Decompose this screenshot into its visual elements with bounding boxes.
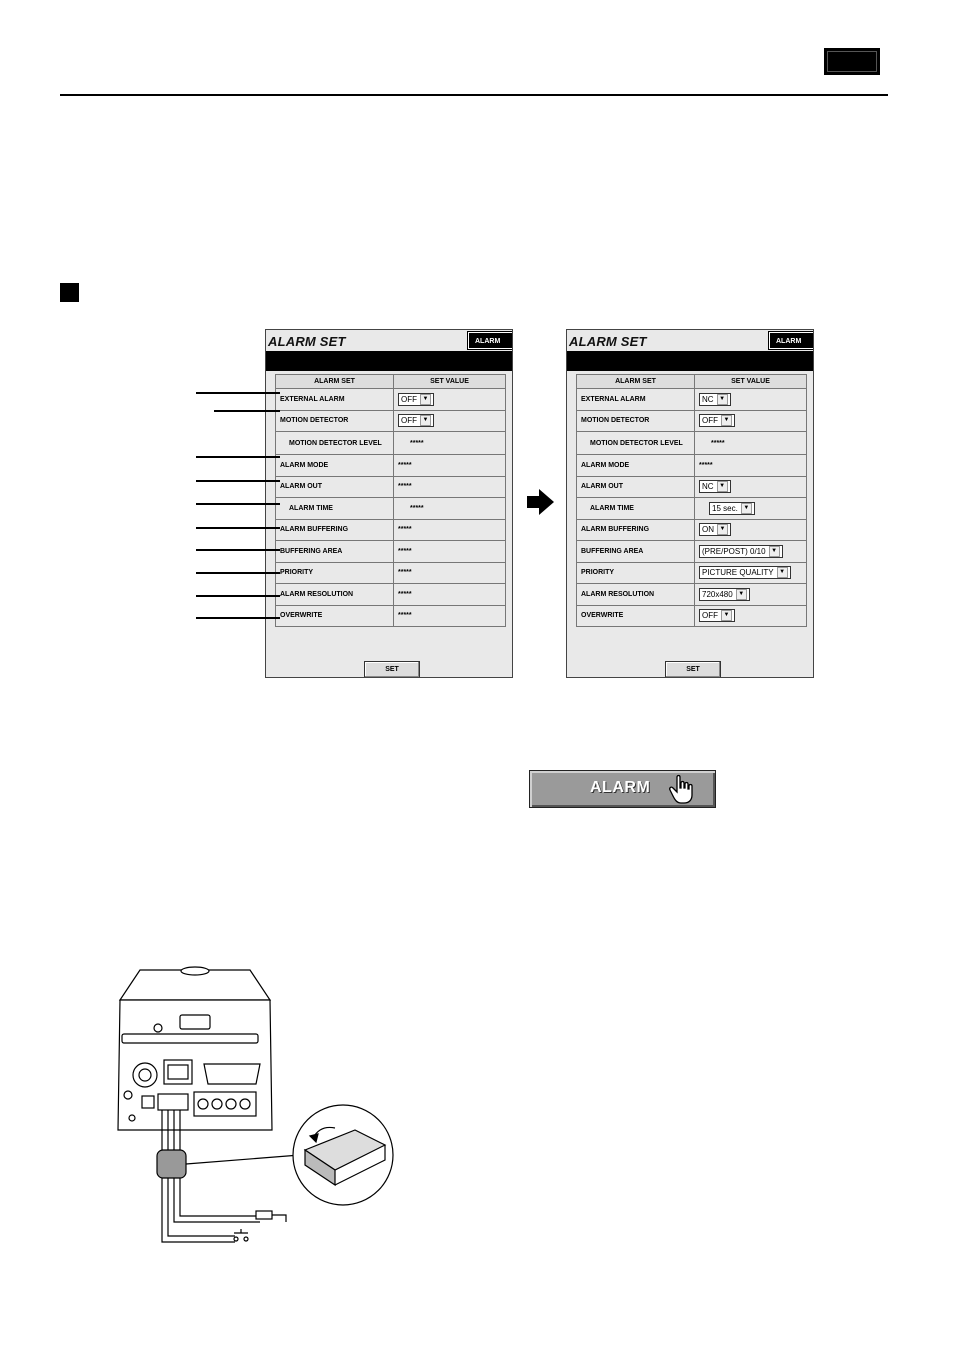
row-label: BUFFERING AREA [577,541,695,563]
callout-line [214,410,280,412]
table-row [577,476,807,498]
alarm-set-panel-configured [566,329,814,678]
table-row [276,562,506,584]
table-row [577,389,807,411]
panel-title: ALARM SET [569,334,647,349]
callout-line [196,503,280,505]
row-label: EXTERNAL ALARM [276,389,394,411]
column-header-value: SET VALUE [394,375,506,389]
chevron-down-icon: ▼ [721,610,732,621]
row-value: ***** [394,605,506,627]
row-value: ***** [394,519,506,541]
chevron-down-icon: ▼ [769,546,780,557]
priority-select[interactable]: PICTURE QUALITY ▼ [699,566,791,579]
alarm-settings-table [576,374,807,627]
alarm-button[interactable] [529,770,716,808]
title-bar [567,351,813,371]
row-label: MOTION DETECTOR LEVEL [577,432,695,455]
row-label: OVERWRITE [577,605,695,627]
row-value: ***** [394,455,506,477]
table-row [276,541,506,563]
table-row [276,410,506,432]
callout-line [196,456,280,458]
row-label: MOTION DETECTOR [276,410,394,432]
camera-rear-panel-illustration [100,960,400,1260]
row-label: ALARM OUT [276,476,394,498]
row-value: ***** [394,584,506,606]
table-row [276,476,506,498]
alarm-time-select[interactable]: 15 sec. ▼ [709,502,755,515]
row-value: ***** [695,432,807,455]
row-value: ***** [394,432,506,455]
chevron-down-icon: ▼ [717,481,728,492]
set-button[interactable]: SET [665,661,721,678]
column-header-item: ALARM SET [577,375,695,389]
row-value: ***** [695,455,807,477]
column-header-value: SET VALUE [695,375,807,389]
row-label: ALARM BUFFERING [276,519,394,541]
motion-detector-select[interactable]: OFF ▼ [398,414,434,427]
row-label: ALARM RESOLUTION [577,584,695,606]
table-row [577,519,807,541]
external-alarm-select[interactable]: NC ▼ [699,393,731,406]
alarm-set-panel-default [265,329,513,678]
chevron-down-icon: ▼ [717,394,728,405]
row-value: ***** [394,498,506,520]
chevron-down-icon: ▼ [721,415,732,426]
row-label: OVERWRITE [276,605,394,627]
table-row [276,432,506,455]
tab-alarm[interactable]: ALARM [769,332,814,349]
table-row [276,498,506,520]
overwrite-select[interactable]: OFF ▼ [699,609,735,622]
row-label: MOTION DETECTOR LEVEL [276,432,394,455]
table-row [577,432,807,455]
table-row [577,410,807,432]
row-label: PRIORITY [577,562,695,584]
table-row [577,562,807,584]
external-alarm-select[interactable]: OFF ▼ [398,393,434,406]
table-row [276,519,506,541]
chevron-down-icon: ▼ [777,567,788,578]
panel-title: ALARM SET [268,334,346,349]
table-row [577,455,807,477]
callout-line [196,617,280,619]
callout-line [196,392,280,394]
table-row [276,605,506,627]
row-value: ***** [394,562,506,584]
header-rule [60,94,888,96]
row-label: ALARM OUT [577,476,695,498]
row-label: PRIORITY [276,562,394,584]
tab-alarm[interactable]: ALARM [468,332,513,349]
title-bar [266,351,512,371]
buffering-area-select[interactable]: (PRE/POST) 0/10 ▼ [699,545,783,558]
callout-line [196,480,280,482]
chevron-down-icon: ▼ [736,589,747,600]
row-label: ALARM TIME [577,498,695,520]
callout-line [196,527,280,529]
chevron-down-icon: ▼ [420,415,431,426]
row-label: ALARM MODE [577,455,695,477]
row-value: ***** [394,476,506,498]
set-button[interactable]: SET [364,661,420,678]
alarm-resolution-select[interactable]: 720x480 ▼ [699,588,750,601]
row-label: ALARM MODE [276,455,394,477]
alarm-settings-table [275,374,506,627]
table-row [577,498,807,520]
chevron-down-icon: ▼ [741,503,752,514]
callout-line [196,595,280,597]
alarm-button-label: ALARM [590,779,651,796]
table-row [577,584,807,606]
callout-line [196,549,280,551]
table-row [276,389,506,411]
table-row [276,584,506,606]
page-number-badge [824,48,880,75]
row-label: EXTERNAL ALARM [577,389,695,411]
row-label: ALARM RESOLUTION [276,584,394,606]
table-row [276,455,506,477]
row-label: ALARM BUFFERING [577,519,695,541]
table-row [577,541,807,563]
alarm-out-select[interactable]: NC ▼ [699,480,731,493]
row-label: BUFFERING AREA [276,541,394,563]
alarm-buffering-select[interactable]: ON ▼ [699,523,731,536]
motion-detector-select[interactable]: OFF ▼ [699,414,735,427]
row-value: ***** [394,541,506,563]
hand-pointer-icon [668,774,698,806]
callout-line [196,572,280,574]
column-header-item: ALARM SET [276,375,394,389]
chevron-down-icon: ▼ [717,524,728,535]
arrow-right-icon [527,488,555,516]
row-label: MOTION DETECTOR [577,410,695,432]
section-bullet-square [60,283,79,302]
row-label: ALARM TIME [276,498,394,520]
chevron-down-icon: ▼ [420,394,431,405]
table-row [577,605,807,627]
